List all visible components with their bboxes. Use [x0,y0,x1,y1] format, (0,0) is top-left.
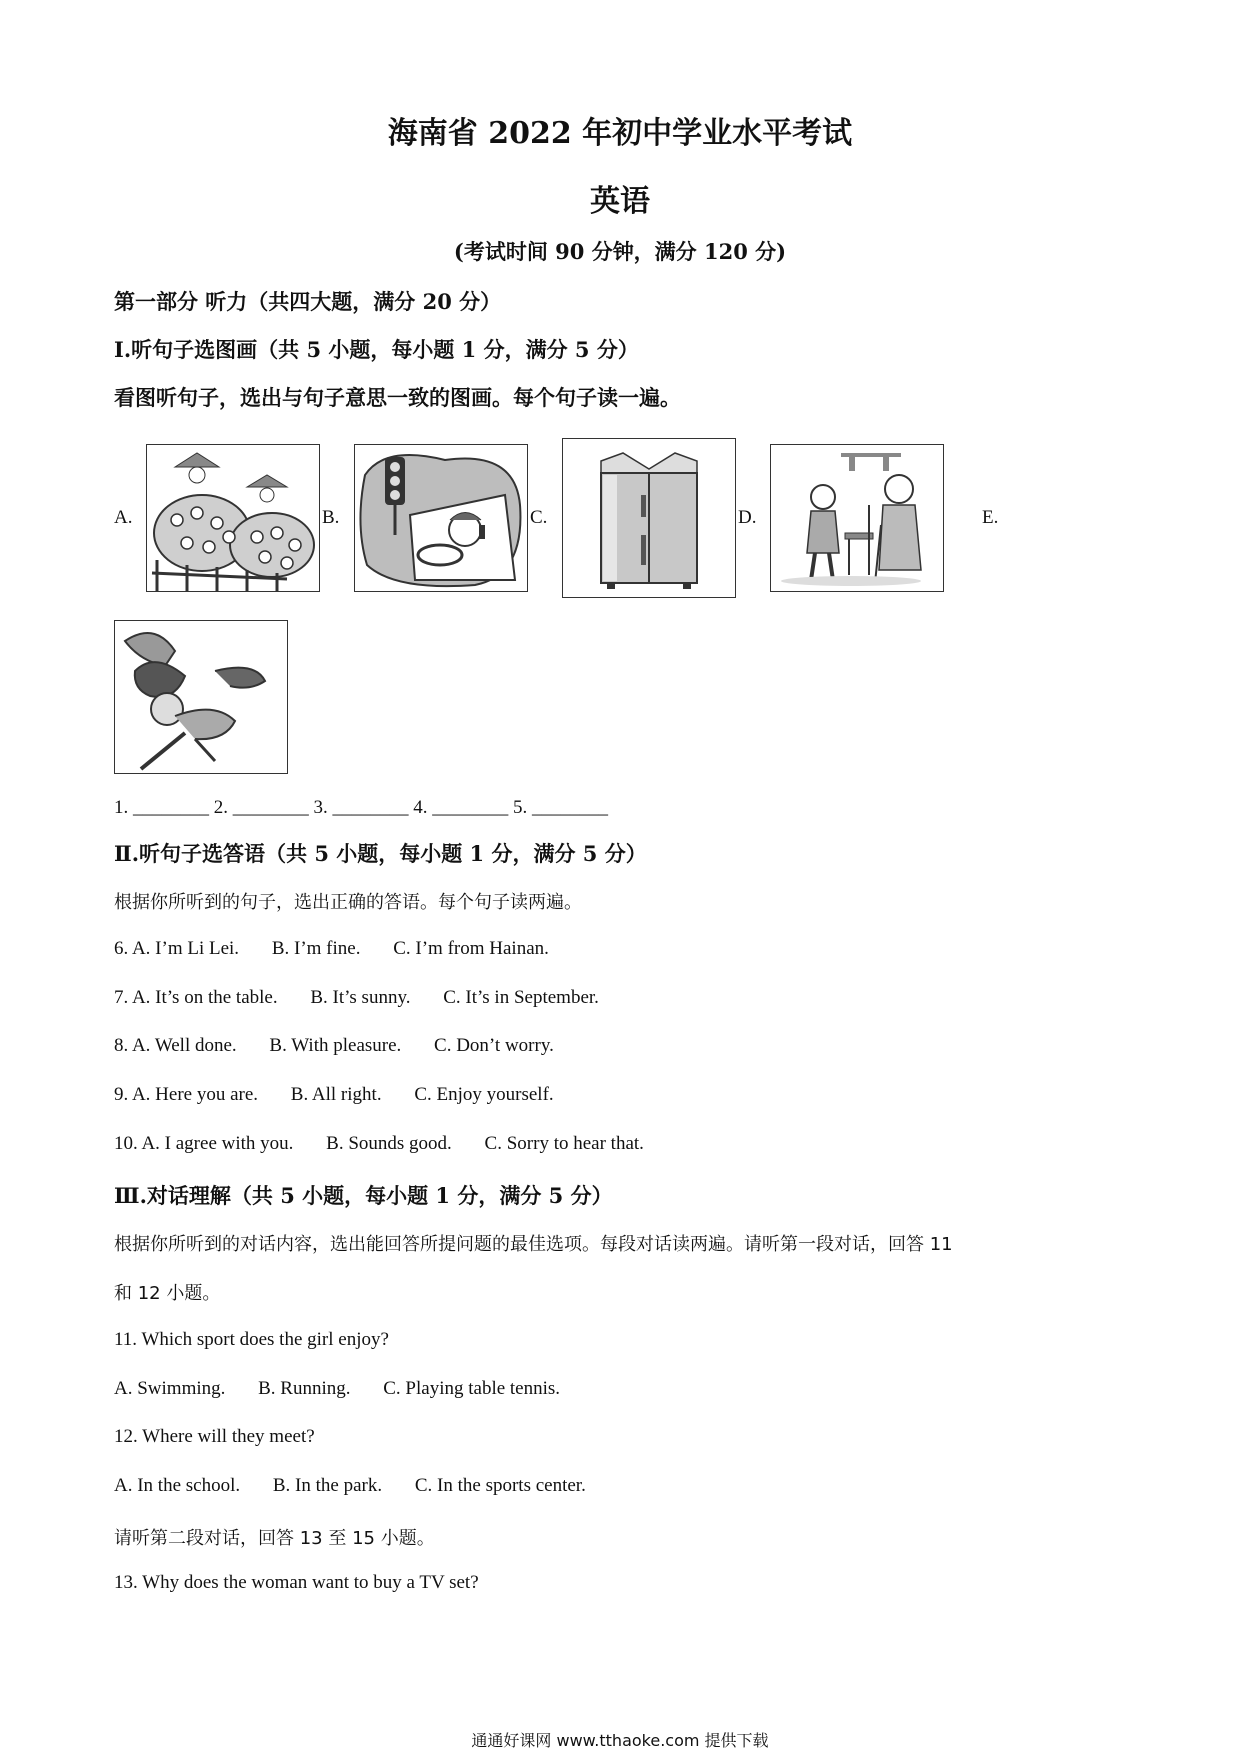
picture-c-refrigerator [562,438,736,598]
subject-title: 英语 [590,184,650,219]
picture-label-a: A. [114,507,133,528]
picture-d-offering-seat [770,444,944,592]
q8-option-c: C. Don’t worry. [434,1035,554,1056]
q6-option-b: B. I’m fine. [271,938,361,959]
answer-blanks: 1. ________ 2. ________ 3. ________ 4. ________ 5. ________ [114,797,608,818]
picture-label-b: B. [322,507,340,528]
question-11-options [114,1378,588,1400]
picture-a-fruit-picking [146,444,320,592]
q11-option-b: B. Running. [258,1378,351,1399]
exam-info: (考试时间 90 分钟，满分 120 分) [453,239,787,264]
picture-label-e: E. [982,507,999,528]
q12-option-b: B. In the park. [272,1475,383,1496]
section2-heading: Ⅱ.听句子选答语（共 5 小题，每小题 1 分，满分 5 分） [114,841,647,866]
question-10 [114,1133,672,1155]
question-13: 13. Why does the woman want to buy a TV set? [114,1572,479,1593]
q6-option-a: 6. A. I’m Li Lei. [114,938,240,959]
question-8 [114,1035,582,1057]
question-7 [114,987,627,1009]
q12-option-a: A. In the school. [114,1475,241,1496]
section3-instruction-line2: 和 12 小题。 [114,1283,221,1304]
section3-heading: Ⅲ.对话理解（共 5 小题，每小题 1 分，满分 5 分） [114,1183,613,1208]
q9-option-b: B. All right. [290,1084,382,1105]
part1-heading: 第一部分 听力（共四大题，满分 20 分） [114,289,502,314]
q11-option-c: C. Playing table tennis. [383,1378,561,1399]
section2-instruction: 根据你所听到的句子，选出正确的答语。每个句子读两遍。 [114,892,582,913]
q9-option-a: 9. A. Here you are. [114,1084,259,1105]
section3-instruction-line1: 根据你所听到的对话内容，选出能回答所提问题的最佳选项。每段对话读两遍。请听第一段对话，回答 11 [114,1234,953,1255]
q12-option-c: C. In the sports center. [414,1475,586,1496]
question-6 [114,938,577,960]
question-12: 12. Where will they meet? [114,1426,315,1447]
q8-option-a: 8. A. Well done. [114,1035,237,1056]
q8-option-b: B. With pleasure. [269,1035,402,1056]
question-11: 11. Which sport does the girl enjoy? [114,1329,389,1350]
q10-option-c: C. Sorry to hear that. [484,1133,644,1154]
dialog2-instruction: 请听第二段对话，回答 13 至 15 小题。 [114,1528,435,1549]
picture-label-c: C. [530,507,548,528]
section1-instruction: 看图听句子，选出与句子意思一致的图画。每个句子读一遍。 [114,385,681,410]
q7-option-b: B. It’s sunny. [310,987,411,1008]
q9-option-c: C. Enjoy yourself. [414,1084,554,1105]
q7-option-c: C. It’s in September. [443,987,599,1008]
exam-title: 海南省 2022 年初中学业水平考试 [387,116,853,151]
page-footer: 通通好课网 www.tthaoke.com 提供下载 [471,1731,769,1750]
picture-label-d: D. [738,507,757,528]
question-9 [114,1084,582,1106]
q10-option-b: B. Sounds good. [326,1133,452,1154]
picture-b-driver-phone [354,444,528,592]
section1-heading: Ⅰ.听句子选图画（共 5 小题，每小题 1 分，满分 5 分） [114,337,639,362]
q11-option-a: A. Swimming. [114,1378,226,1399]
q7-option-a: 7. A. It’s on the table. [114,987,278,1008]
q10-option-a: 10. A. I agree with you. [114,1133,294,1154]
picture-e-monkey-king [114,620,288,774]
question-12-options [114,1475,614,1497]
q6-option-c: C. I’m from Hainan. [393,938,549,959]
